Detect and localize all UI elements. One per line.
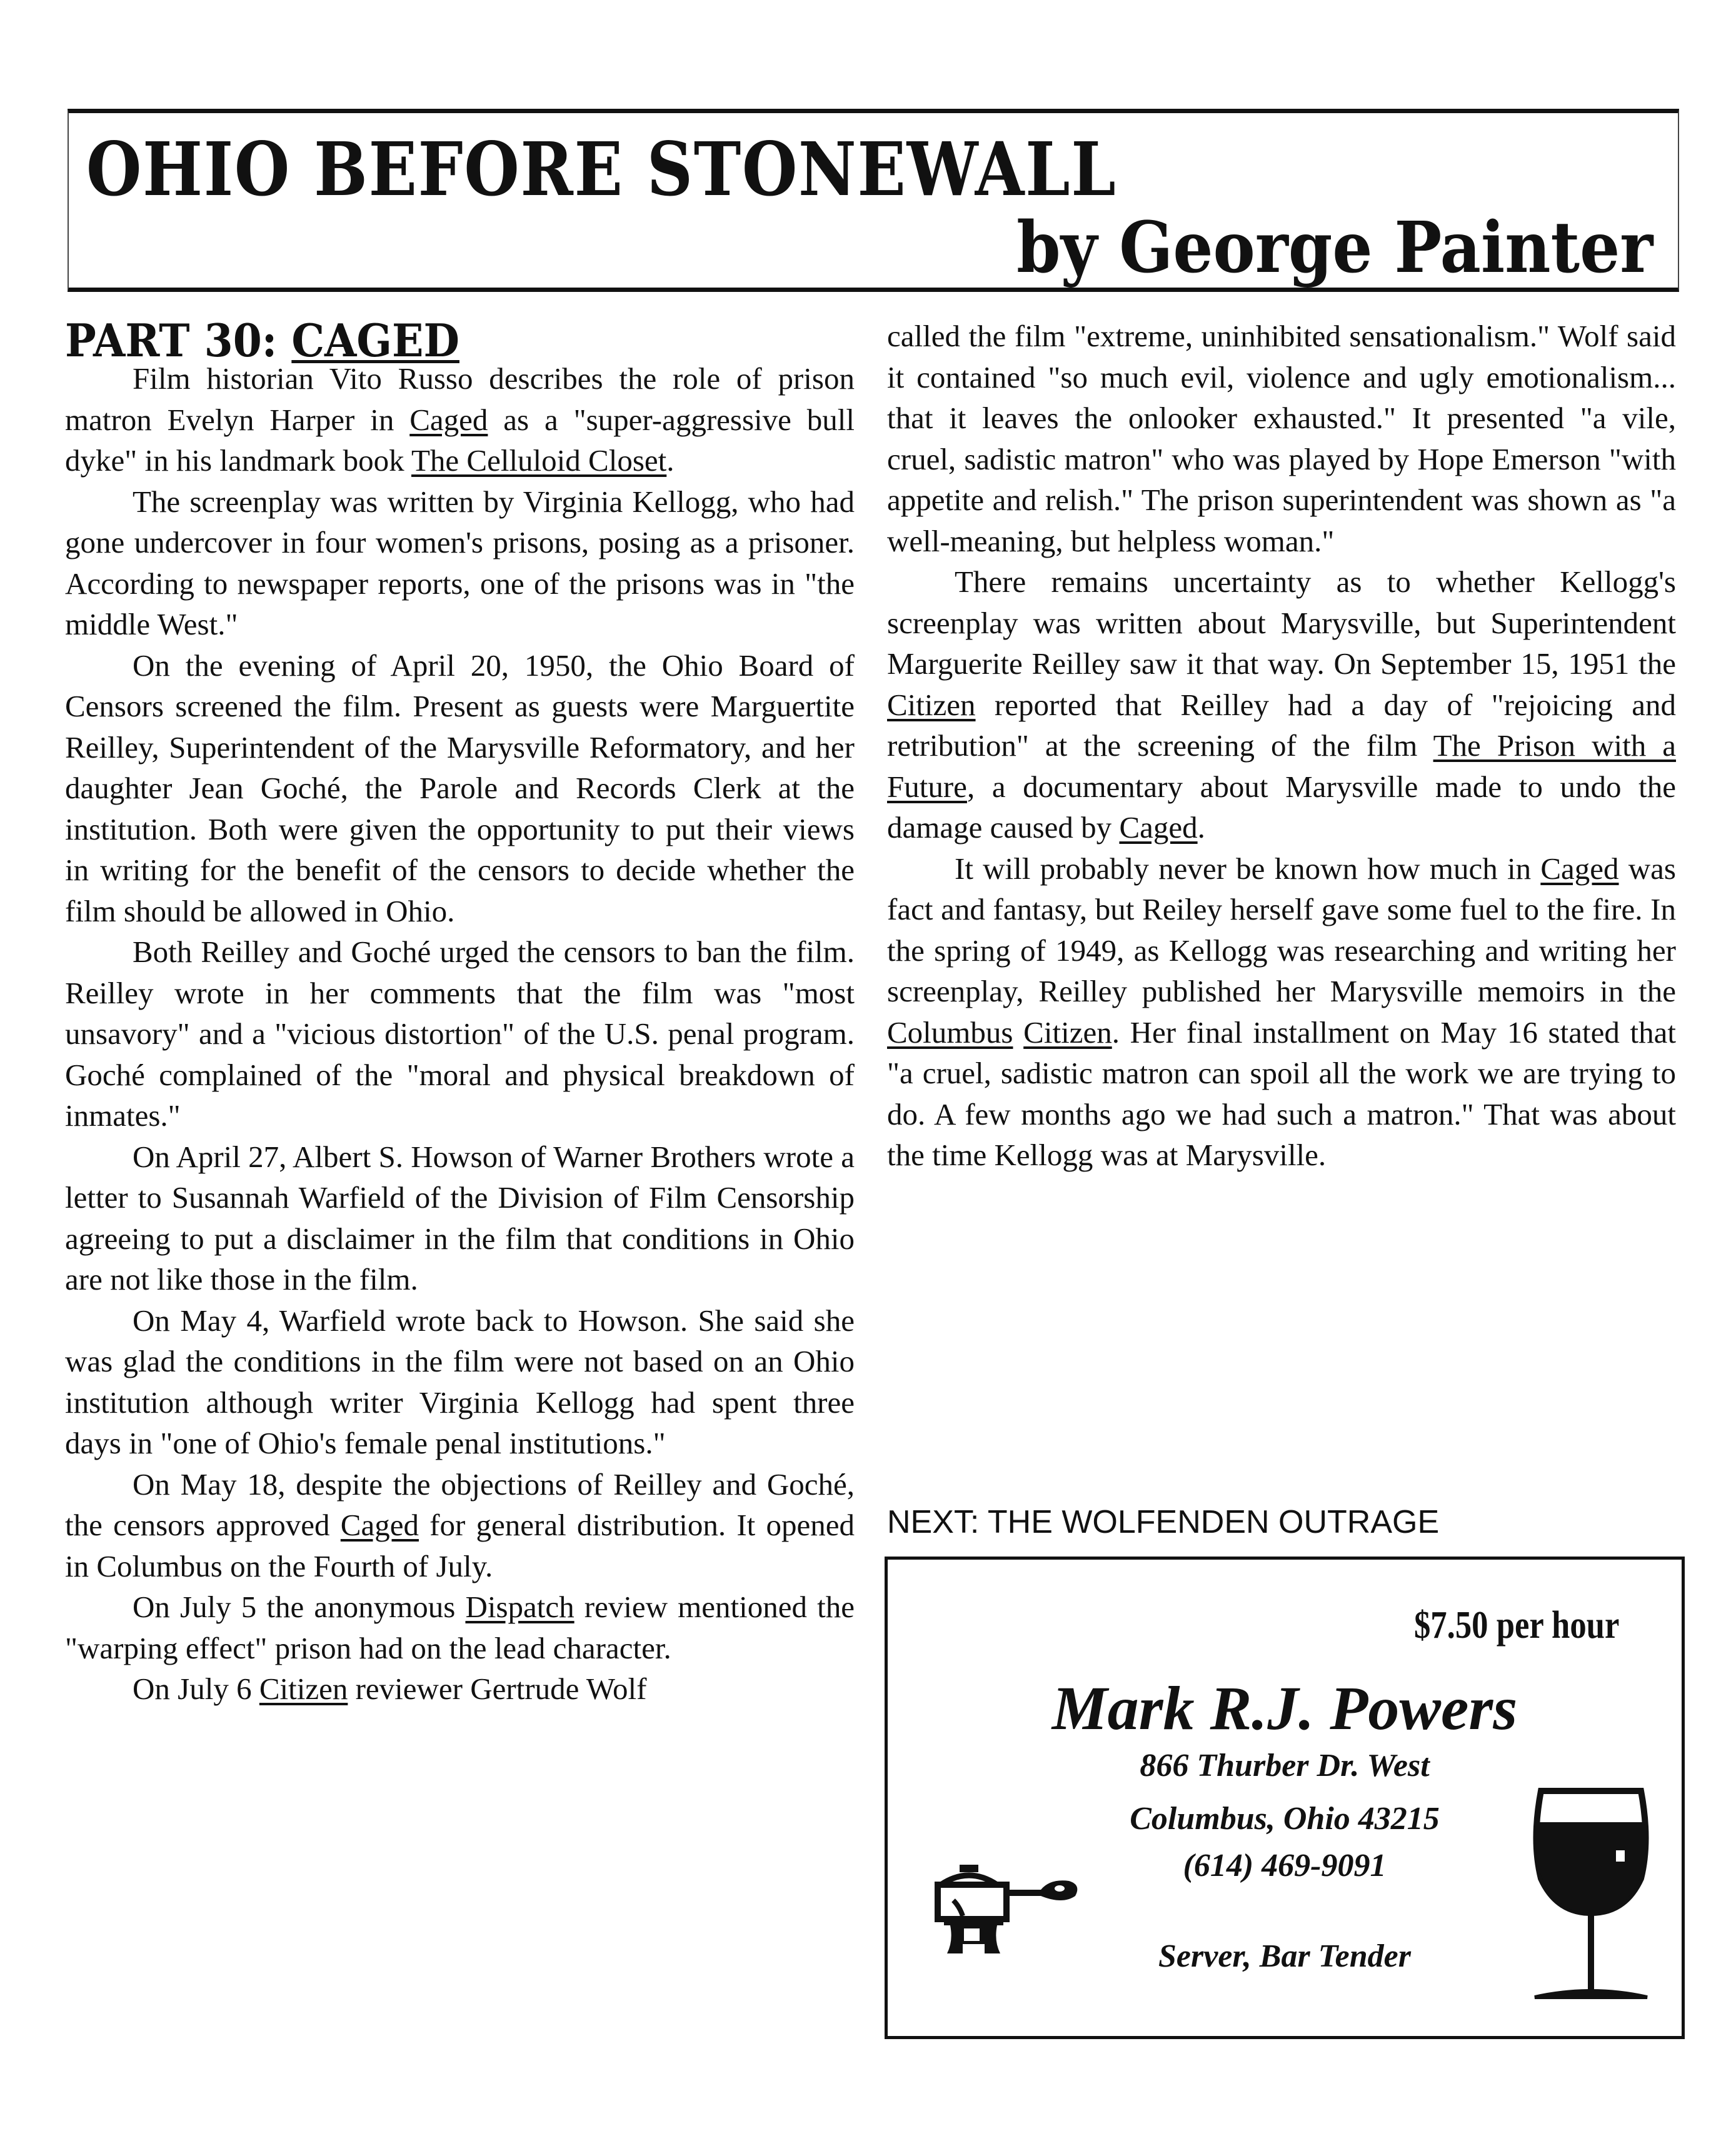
- text-run: On July 6: [133, 1672, 259, 1706]
- part-title: CAGED: [291, 314, 459, 367]
- paragraph: [65, 1300, 855, 1464]
- text-run: for general distribution. It opened in Columbus on the Fourth of July.: [65, 1508, 855, 1583]
- text-run: On the evening of April 20, 1950, the Ohio Board of Censors screened the film. Present as guests were Marguertite Reilley, Superintendent of the Marysville Reformatory, and her daughter Jean Goché, the Parole and Records Clerk at the institution. Both were given the opportunity to put their views in writing for the benefit of the censors to decide whether the film should be allowed in Ohio.: [65, 648, 855, 928]
- text-run: There remains uncertainty as to whether Kellogg's screenplay was written about Marysville, but Superintendent Marguerite Reilley saw it that way. On September 15, 1951 the: [887, 564, 1676, 681]
- series-title: OHIO BEFORE STONEWALL: [86, 126, 1117, 213]
- underlined-title: The Prison with a Future: [887, 728, 1677, 804]
- underlined-title: Citizen: [1023, 1015, 1112, 1050]
- text-run: [1013, 1015, 1023, 1050]
- paragraph: [65, 1668, 855, 1710]
- ad-city: Columbus, Ohio 43215: [1130, 1801, 1440, 1837]
- text-run: was fact and fantasy, but Reiley herself gave some fuel to the fire. In the spring of 1949, as Kellogg was researching and writing her screenplay, Reilley published her Marysville memoirs in the: [887, 851, 1676, 1008]
- paragraph: [65, 1136, 855, 1300]
- underlined-title: Citizen: [887, 687, 976, 722]
- ad-job: Server, Bar Tender: [1158, 1938, 1411, 1974]
- paragraph: [65, 358, 855, 481]
- text-run: Both Reilley and Goché urged the censors to ban the film. Reilley wrote in her comments that the film was "most unsavory" and a "vicious distortion" of the U.S. penal program. Goché complained of the "moral and physical breakdown of inmates.": [65, 935, 855, 1133]
- text-run: It will probably never be known how much in: [955, 851, 1541, 886]
- paragraph: [65, 645, 855, 932]
- underlined-title: Caged: [1119, 810, 1198, 845]
- ad-price: $7.50 per hour: [1413, 1604, 1619, 1647]
- part-heading: [65, 316, 791, 366]
- part-prefix: PART 30:: [65, 314, 292, 367]
- chafing-dish-icon: [925, 1860, 1088, 1960]
- right-column-body: [887, 316, 1676, 1176]
- underlined-title: Caged: [340, 1508, 419, 1542]
- underlined-title: Columbus: [887, 1015, 1013, 1050]
- text-run: as a "super-aggressive bull dyke" in his landmark book: [65, 402, 855, 478]
- underlined-title: Citizen: [259, 1672, 348, 1706]
- classified-ad: [885, 1557, 1685, 2039]
- ad-phone: (614) 469-9091: [1183, 1848, 1387, 1883]
- paragraph: [887, 316, 1676, 561]
- text-run: Film historian Vito Russo describes the role of prison matron Evelyn Harper in: [65, 361, 855, 437]
- article-header: [68, 109, 1679, 292]
- underlined-title: Caged: [1540, 851, 1619, 886]
- left-column-body: [65, 358, 855, 1710]
- right-column: [887, 316, 1676, 1176]
- underlined-title: Caged: [409, 402, 488, 437]
- underlined-title: The Celluloid Closet: [411, 443, 667, 478]
- paragraph: [65, 1587, 855, 1668]
- text-run: On May 18, despite the objections of Reilley and Goché, the censors approved: [65, 1467, 855, 1542]
- text-run: review mentioned the "warping effect" prison had on the lead character.: [65, 1590, 855, 1665]
- text-run: reported that Reilley had a day of "rejoicing and retribution" at the screening of the film: [887, 687, 1676, 763]
- paragraph: [65, 481, 855, 645]
- author-byline: by George Painter: [1016, 207, 1653, 289]
- left-column: [65, 316, 855, 1710]
- text-run: , a documentary about Marysville made to undo the damage caused by: [887, 769, 1676, 845]
- text-run: On April 27, Albert S. Howson of Warner Brothers wrote a letter to Susannah Warfield of the Division of Film Censorship agreeing to put a disclaimer in the film that conditions in Ohio are not like those in the film.: [65, 1139, 855, 1296]
- paragraph: [887, 848, 1676, 1176]
- paragraph: [887, 561, 1676, 848]
- text-run: called the film "extreme, uninhibited sensationalism." Wolf said it contained "so much evil, violence and ugly emotionalism... that it leaves the onlooker exhausted." It presented "a vile, cruel, sadistic matron" who was played by Hope Emerson "with appetite and relish." The prison superintendent was shown as "a well-meaning, but helpless woman.": [887, 319, 1676, 558]
- paragraph: [65, 1464, 855, 1587]
- ad-name: Mark R.J. Powers: [1051, 1673, 1518, 1743]
- underlined-title: Dispatch: [465, 1590, 574, 1624]
- text-run: .: [1197, 810, 1205, 845]
- text-run: reviewer Gertrude Wolf: [348, 1672, 647, 1706]
- text-run: The screenplay was written by Virginia Kellogg, who had gone undercover in four women's prisons, posing as a prisoner. According to newspaper reports, one of the prisons was in "the middle West.": [65, 484, 855, 641]
- text-run: On May 4, Warfield wrote back to Howson. She said she was glad the conditions in the film were not based on an Ohio institution although writer Virginia Kellogg had spent three days in "one of Ohio's female penal institutions.": [65, 1303, 855, 1460]
- next-installment: NEXT: THE WOLFENDEN OUTRAGE: [887, 1504, 1440, 1540]
- paragraph: [65, 931, 855, 1136]
- text-run: On July 5 the anonymous: [133, 1590, 466, 1624]
- text-run: . Her final installment on May 16 stated that "a cruel, sadistic matron can spoil all the work we are trying to do. A few months ago we had such a matron." That was about the time Kellogg was at Marysville.: [887, 1015, 1676, 1172]
- ad-address: 866 Thurber Dr. West: [1140, 1748, 1430, 1783]
- text-run: .: [666, 443, 675, 478]
- wine-glass-icon: [1528, 1785, 1653, 2003]
